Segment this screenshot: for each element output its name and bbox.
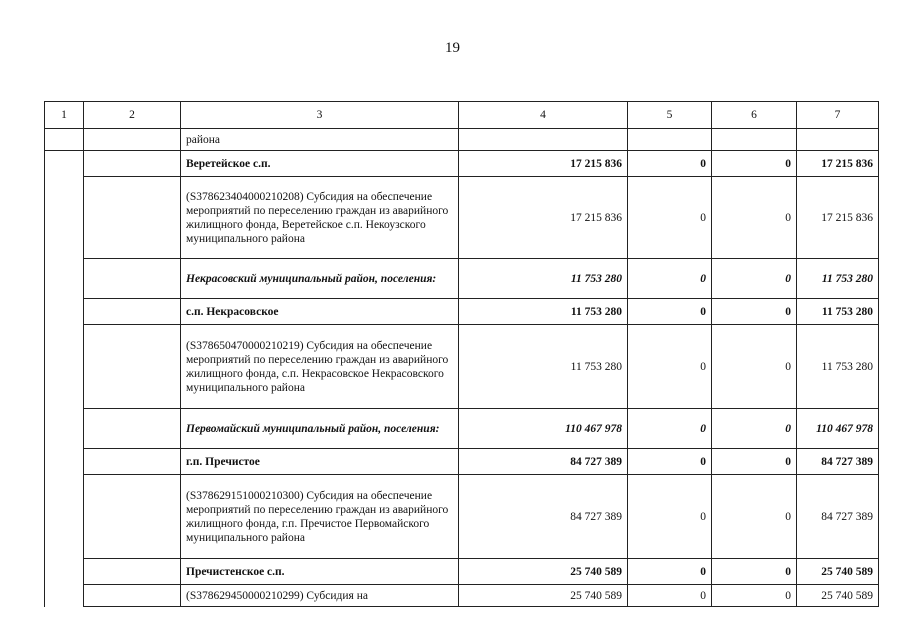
description-cell: с.п. Некрасовское — [181, 299, 459, 325]
description-cell: (S378623404000210208) Субсидия на обеспечение мероприятий по переселению граждан из аварийного жилищного фонда, Веретейское с.п. Некоузского муниципального района — [181, 177, 459, 259]
amount-cell-7: 11 753 280 — [797, 299, 879, 325]
col1-cell — [45, 449, 84, 475]
col1-cell — [45, 585, 84, 607]
table-row — [45, 299, 879, 325]
col2-cell — [84, 559, 181, 585]
amount-cell-6: 0 — [712, 449, 797, 475]
table-row — [45, 259, 879, 299]
col2-cell — [84, 259, 181, 299]
amount-cell-4: 11 753 280 — [459, 259, 628, 299]
amount-cell-5: 0 — [628, 409, 712, 449]
col2-cell — [84, 409, 181, 449]
amount-cell-5: 0 — [628, 259, 712, 299]
amount-cell-4: 11 753 280 — [459, 325, 628, 409]
amount-cell-6: 0 — [712, 259, 797, 299]
col2-cell — [84, 475, 181, 559]
col1-cell — [45, 559, 84, 585]
col1-cell — [45, 151, 84, 177]
amount-cell-4: 84 727 389 — [459, 449, 628, 475]
header-cell: 1 — [45, 102, 84, 129]
header-cell: 7 — [797, 102, 879, 129]
amount-cell-6: 0 — [712, 409, 797, 449]
col2-cell — [84, 177, 181, 259]
header-cell: 6 — [712, 102, 797, 129]
amount-cell-7: 17 215 836 — [797, 177, 879, 259]
col1-cell — [45, 299, 84, 325]
amount-cell-5: 0 — [628, 559, 712, 585]
col1-cell — [45, 177, 84, 259]
amount-cell-6 — [712, 129, 797, 151]
description-cell: Первомайский муниципальный район, поселения: — [181, 409, 459, 449]
amount-cell-7: 25 740 589 — [797, 585, 879, 607]
amount-cell-7: 25 740 589 — [797, 559, 879, 585]
amount-cell-4: 84 727 389 — [459, 475, 628, 559]
amount-cell-7: 11 753 280 — [797, 259, 879, 299]
amount-cell-4: 17 215 836 — [459, 177, 628, 259]
header-cell: 2 — [84, 102, 181, 129]
amount-cell-7: 110 467 978 — [797, 409, 879, 449]
table-row — [45, 177, 879, 259]
amount-cell-7: 11 753 280 — [797, 325, 879, 409]
header-cell: 5 — [628, 102, 712, 129]
amount-cell-6: 0 — [712, 151, 797, 177]
amount-cell-5: 0 — [628, 151, 712, 177]
amount-cell-5: 0 — [628, 177, 712, 259]
table-row — [45, 151, 879, 177]
col1-cell — [45, 409, 84, 449]
amount-cell-6: 0 — [712, 299, 797, 325]
header-cell: 3 — [181, 102, 459, 129]
col1-cell — [45, 475, 84, 559]
col1-cell — [45, 129, 84, 151]
amount-cell-7: 84 727 389 — [797, 475, 879, 559]
amount-cell-4: 25 740 589 — [459, 559, 628, 585]
description-cell: Веретейское с.п. — [181, 151, 459, 177]
description-cell: Пречистенское с.п. — [181, 559, 459, 585]
amount-cell-5: 0 — [628, 325, 712, 409]
budget-table — [44, 101, 879, 607]
description-cell: района — [181, 129, 459, 151]
amount-cell-6: 0 — [712, 475, 797, 559]
table-row — [45, 475, 879, 559]
table-row — [45, 449, 879, 475]
amount-cell-4: 110 467 978 — [459, 409, 628, 449]
amount-cell-4 — [459, 129, 628, 151]
amount-cell-6: 0 — [712, 177, 797, 259]
amount-cell-4: 25 740 589 — [459, 585, 628, 607]
amount-cell-4: 11 753 280 — [459, 299, 628, 325]
amount-cell-4: 17 215 836 — [459, 151, 628, 177]
amount-cell-7: 84 727 389 — [797, 449, 879, 475]
page-number: 19 — [445, 40, 460, 56]
col1-cell — [45, 325, 84, 409]
amount-cell-5: 0 — [628, 449, 712, 475]
description-cell: Некрасовский муниципальный район, поселения: — [181, 259, 459, 299]
amount-cell-5: 0 — [628, 585, 712, 607]
amount-cell-5: 0 — [628, 299, 712, 325]
table-row — [45, 559, 879, 585]
col2-cell — [84, 151, 181, 177]
col2-cell — [84, 585, 181, 607]
description-cell: г.п. Пречистое — [181, 449, 459, 475]
amount-cell-7: 17 215 836 — [797, 151, 879, 177]
table-row — [45, 325, 879, 409]
table-row — [45, 129, 879, 151]
col2-cell — [84, 325, 181, 409]
description-cell: (S378629151000210300) Субсидия на обеспечение мероприятий по переселению граждан из аварийного жилищного фонда, г.п. Пречистое Первомайского муниципального района — [181, 475, 459, 559]
table-row — [45, 409, 879, 449]
amount-cell-7 — [797, 129, 879, 151]
col2-cell — [84, 129, 181, 151]
col2-cell — [84, 299, 181, 325]
col1-cell — [45, 259, 84, 299]
amount-cell-5: 0 — [628, 475, 712, 559]
description-cell: (S378629450000210299) Субсидия на — [181, 585, 459, 607]
amount-cell-5 — [628, 129, 712, 151]
header-cell: 4 — [459, 102, 628, 129]
amount-cell-6: 0 — [712, 559, 797, 585]
amount-cell-6: 0 — [712, 325, 797, 409]
table-header-row — [45, 102, 879, 129]
description-cell: (S378650470000210219) Субсидия на обеспечение мероприятий по переселению граждан из аварийного жилищного фонда, с.п. Некрасовское Некрасовского муниципального района — [181, 325, 459, 409]
amount-cell-6: 0 — [712, 585, 797, 607]
table-row — [45, 585, 879, 607]
col2-cell — [84, 449, 181, 475]
